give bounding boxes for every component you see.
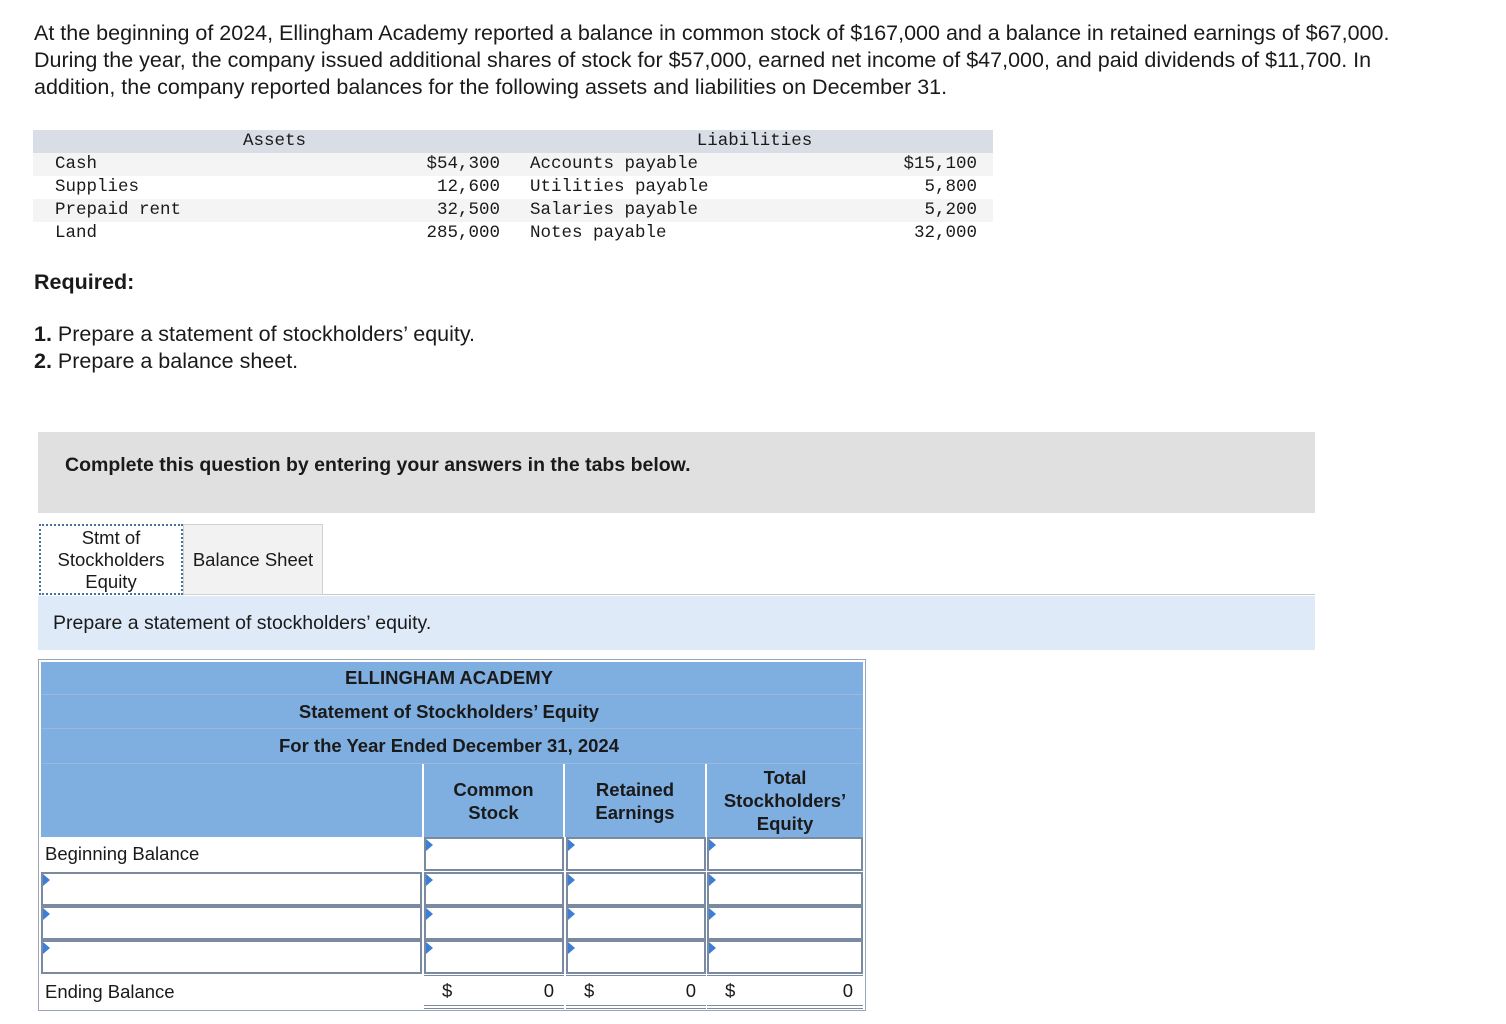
liability-amount: 32,000 bbox=[837, 222, 993, 245]
instruction-text: Complete this question by entering your answers in the tabs below. bbox=[65, 454, 691, 476]
assets-header: Assets bbox=[33, 130, 516, 153]
input-marker-icon bbox=[426, 908, 433, 920]
liability-name: Utilities payable bbox=[516, 176, 837, 199]
statement-title-text: Statement of Stockholders’ Equity bbox=[298, 701, 600, 722]
required-item bbox=[34, 348, 475, 375]
beginning-retained-earnings-input[interactable] bbox=[566, 837, 706, 871]
ending-total-equity-value: 0 bbox=[842, 979, 853, 1001]
ending-retained-earnings-value: 0 bbox=[685, 979, 696, 1001]
entry-total-equity-input[interactable] bbox=[707, 906, 863, 940]
statement-period-text: For the Year Ended December 31, 2024 bbox=[278, 735, 620, 756]
entry-common-stock-input[interactable] bbox=[424, 940, 564, 974]
ending-balance-label: Ending Balance bbox=[45, 981, 175, 1002]
amount-input[interactable] bbox=[568, 908, 704, 938]
amount-input[interactable] bbox=[709, 908, 861, 938]
asset-amount: 32,500 bbox=[225, 199, 516, 222]
amount-input[interactable] bbox=[568, 874, 704, 904]
liability-name: Salaries payable bbox=[516, 199, 837, 222]
liability-amount: $15,100 bbox=[837, 153, 993, 176]
amount-input[interactable] bbox=[426, 839, 562, 869]
tab-label: Stmt of Stockholders Equity bbox=[57, 526, 165, 592]
tab-balance-sheet[interactable] bbox=[183, 524, 323, 595]
table-row bbox=[33, 222, 993, 245]
entry-total-equity-input[interactable] bbox=[707, 940, 863, 974]
input-marker-icon bbox=[568, 839, 575, 851]
tab-prompt: Prepare a statement of stockholders’ equity. bbox=[53, 612, 432, 634]
statement-title bbox=[41, 695, 863, 729]
amount-input[interactable] bbox=[568, 839, 704, 869]
liability-amount: 5,800 bbox=[837, 176, 993, 199]
asset-name: Cash bbox=[33, 153, 225, 176]
label-input[interactable] bbox=[43, 874, 420, 904]
asset-amount: 12,600 bbox=[225, 176, 516, 199]
required-item-text: Prepare a statement of stockholders’ equity. bbox=[51, 322, 475, 346]
input-marker-icon bbox=[426, 942, 433, 954]
entry-total-equity-input[interactable] bbox=[707, 872, 863, 906]
input-marker-icon bbox=[709, 908, 716, 920]
column-header-label: Retained Earnings bbox=[595, 778, 675, 823]
entry-retained-earnings-input[interactable] bbox=[566, 940, 706, 974]
required-item bbox=[34, 321, 475, 348]
tab-prompt-band bbox=[38, 596, 1315, 650]
column-header-label: Total Stockholders’ Equity bbox=[723, 767, 847, 834]
amount-input[interactable] bbox=[426, 874, 562, 904]
amount-input[interactable] bbox=[426, 942, 562, 972]
column-header-label: Common Stock bbox=[453, 778, 534, 823]
input-marker-icon bbox=[43, 908, 50, 920]
asset-name: Prepaid rent bbox=[33, 199, 225, 222]
statement-period bbox=[41, 729, 863, 764]
statement-company bbox=[41, 662, 863, 695]
asset-amount: 285,000 bbox=[225, 222, 516, 245]
entry-label-input[interactable] bbox=[41, 872, 422, 906]
currency-symbol: $ bbox=[725, 979, 736, 1001]
column-header-common-stock bbox=[424, 764, 565, 837]
problem-text: At the beginning of 2024, Ellingham Academy reported a balance in common stock of $167,000 and a balance in retained earnings of $67,000. During the year, the company issued additional shares of stock for $57,000, earned net income of $47,000, and paid dividends of $11,700. In addition, the company reported balances for the following assets and liabilities on December 31. bbox=[34, 21, 1390, 99]
instruction-banner bbox=[38, 432, 1315, 513]
table-row bbox=[33, 153, 993, 176]
required-item-number: 1. bbox=[34, 322, 52, 346]
company-name: ELLINGHAM ACADEMY bbox=[345, 667, 553, 688]
input-marker-icon bbox=[568, 942, 575, 954]
amount-input[interactable] bbox=[709, 942, 861, 972]
amount-input[interactable] bbox=[568, 942, 704, 972]
input-marker-icon bbox=[426, 839, 433, 851]
input-marker-icon bbox=[568, 874, 575, 886]
input-marker-icon bbox=[426, 874, 433, 886]
column-header-blank bbox=[41, 764, 424, 837]
table-row bbox=[33, 199, 993, 222]
input-marker-icon bbox=[709, 942, 716, 954]
beginning-balance-label: Beginning Balance bbox=[45, 843, 200, 864]
asset-name: Supplies bbox=[33, 176, 225, 199]
required-list bbox=[34, 321, 475, 375]
ending-common-stock-total bbox=[424, 975, 564, 1009]
input-marker-icon bbox=[43, 874, 50, 886]
beginning-common-stock-input[interactable] bbox=[424, 837, 564, 871]
required-item-text: Prepare a balance sheet. bbox=[51, 349, 299, 373]
input-marker-icon bbox=[709, 839, 716, 851]
entry-common-stock-input[interactable] bbox=[424, 872, 564, 906]
ending-common-stock-value: 0 bbox=[543, 979, 554, 1001]
balances-table bbox=[33, 130, 993, 245]
asset-amount: $54,300 bbox=[225, 153, 516, 176]
currency-symbol: $ bbox=[584, 979, 595, 1001]
liabilities-header: Liabilities bbox=[516, 130, 993, 153]
ending-total-equity-total bbox=[707, 975, 863, 1009]
amount-input[interactable] bbox=[426, 908, 562, 938]
stockholders-equity-statement bbox=[38, 659, 866, 1011]
tab-label: Balance Sheet bbox=[192, 548, 314, 570]
liability-name: Accounts payable bbox=[516, 153, 837, 176]
entry-label-input[interactable] bbox=[41, 906, 422, 940]
required-heading: Required: bbox=[34, 270, 135, 294]
entry-label-input[interactable] bbox=[41, 940, 422, 974]
amount-input[interactable] bbox=[709, 839, 861, 869]
required-item-number: 2. bbox=[34, 349, 52, 373]
entry-retained-earnings-input[interactable] bbox=[566, 906, 706, 940]
tab-divider bbox=[323, 594, 1315, 595]
tab-stmt-stockholders-equity[interactable] bbox=[39, 524, 183, 595]
label-input[interactable] bbox=[43, 942, 420, 972]
amount-input[interactable] bbox=[709, 874, 861, 904]
liability-amount: 5,200 bbox=[837, 199, 993, 222]
column-header-retained-earnings bbox=[565, 764, 707, 837]
label-input[interactable] bbox=[43, 908, 420, 938]
input-marker-icon bbox=[709, 874, 716, 886]
input-marker-icon bbox=[43, 942, 50, 954]
ending-retained-earnings-total bbox=[566, 975, 706, 1009]
input-marker-icon bbox=[568, 908, 575, 920]
column-header-total-equity bbox=[707, 764, 863, 837]
currency-symbol: $ bbox=[442, 979, 453, 1001]
beginning-total-equity-input[interactable] bbox=[707, 837, 863, 871]
asset-name: Land bbox=[33, 222, 225, 245]
entry-common-stock-input[interactable] bbox=[424, 906, 564, 940]
table-row bbox=[33, 176, 993, 199]
entry-retained-earnings-input[interactable] bbox=[566, 872, 706, 906]
liability-name: Notes payable bbox=[516, 222, 837, 245]
